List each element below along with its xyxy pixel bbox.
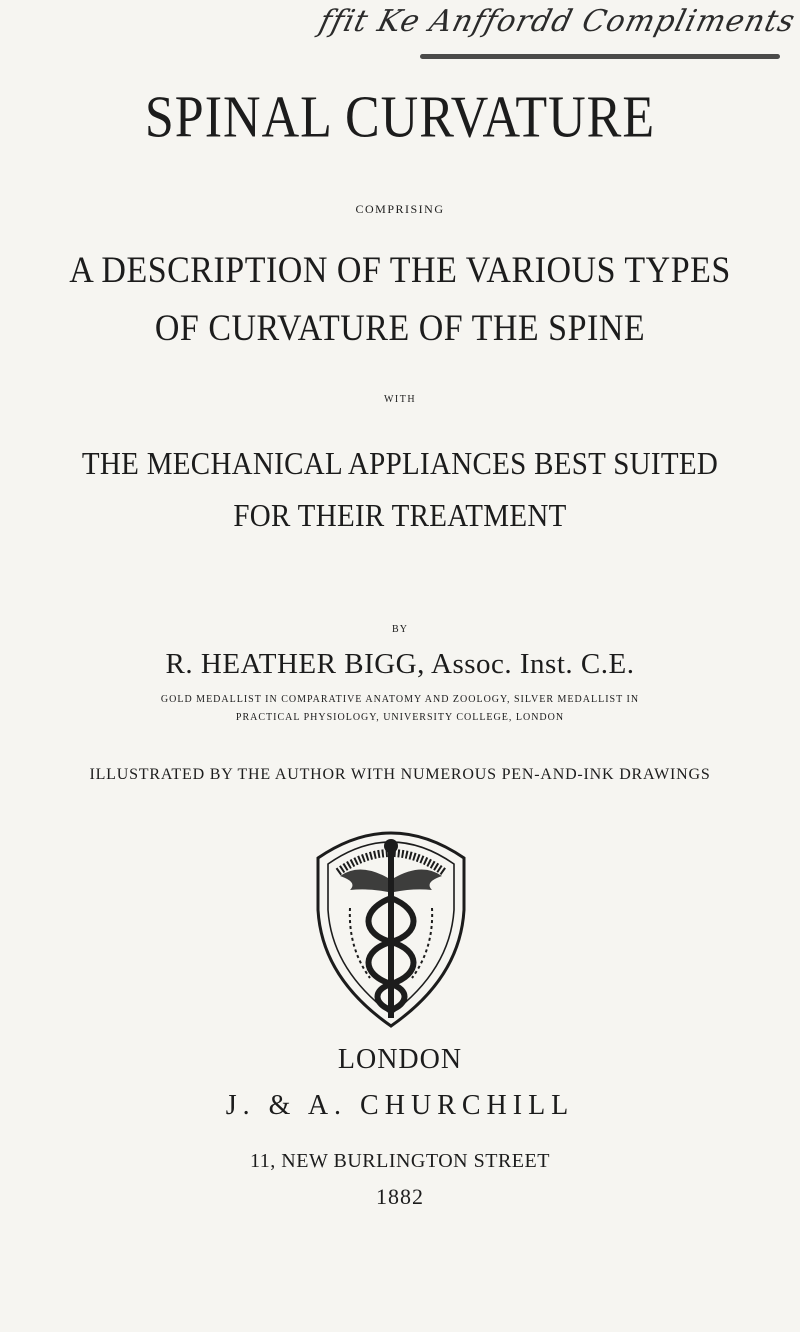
by-label: BY — [392, 624, 408, 635]
caduceus-shield-icon — [310, 818, 472, 1030]
author-name: R. HEATHER BIGG, Assoc. Inst. C.E. — [165, 648, 635, 680]
appliances-line-1: THE MECHANICAL APPLIANCES BEST SUITED — [81, 446, 719, 482]
inscription-underline — [420, 54, 780, 59]
inscription-text: ffit Ke Anffordd Compliments — [315, 4, 800, 39]
description-line-1: A DESCRIPTION OF THE VARIOUS TYPES — [69, 250, 731, 291]
book-title: SPINAL CURVATURE — [144, 84, 656, 151]
author-credentials-line-1: GOLD MEDALLIST IN COMPARATIVE ANATOMY AND ZOOLOGY, SILVER MEDALLIST IN — [160, 694, 640, 705]
publication-year: 1882 — [376, 1184, 424, 1209]
author-credentials-line-2: PRACTICAL PHYSIOLOGY, UNIVERSITY COLLEGE, LONDON — [235, 712, 565, 723]
publisher-name: J. & A. CHURCHILL — [225, 1090, 575, 1121]
publisher-city: LONDON — [337, 1044, 463, 1075]
illustration-note: ILLUSTRATED BY THE AUTHOR WITH NUMEROUS PEN-AND-INK DRAWINGS — [89, 766, 711, 783]
comprising-label: COMPRISING — [355, 202, 445, 216]
appliances-line-2: FOR THEIR TREATMENT — [233, 498, 567, 534]
publisher-address: 11, NEW BURLINGTON STREET — [250, 1150, 550, 1172]
handwritten-inscription — [300, 0, 800, 62]
description-line-2: OF CURVATURE OF THE SPINE — [154, 308, 646, 349]
with-label: WITH — [383, 394, 417, 405]
